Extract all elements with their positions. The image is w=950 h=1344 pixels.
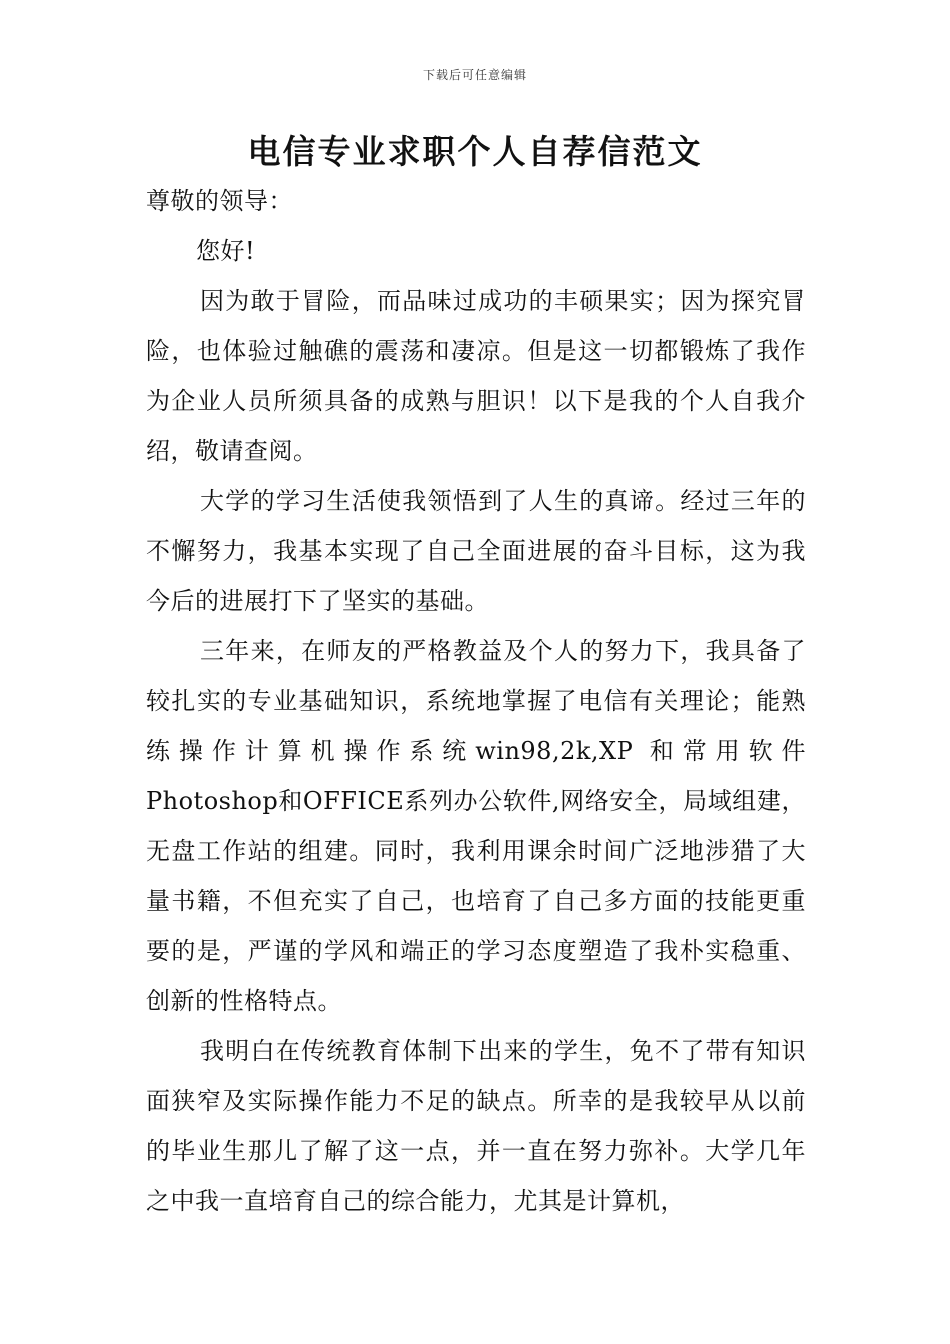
paragraph-skills: 三年来，在师友的严格教益及个人的努力下，我具备了较扎实的专业基础知识，系统地掌握了电信有关理论；能熟练操作计算机操作系统win98,2k,XP 和常用软件Photoshop和OFFICE系列办公软件,网络安全，局域组建，无盘工作站的组建。同时，我利用课余时间广泛地涉猎了大量书籍，不但充实了自己，也培育了自己多方面的技能更重要的是，严谨的学风和端正的学习态度塑造了我朴实稳重、创新的性格特点。 xyxy=(146,637,806,1015)
paragraph-intro: 因为敢于冒险，而品味过成功的丰硕果实；因为探究冒险，也体验过触礁的震荡和凄凉。但是这一切都锻炼了我作为企业人员所须具备的成熟与胆识！以下是我的个人自我介绍，敬请查阅。 xyxy=(146,287,806,465)
paragraph-improvement: 我明白在传统教育体制下出来的学生，免不了带有知识面狭窄及实际操作能力不足的缺点。所幸的是我较早从以前的毕业生那儿了解了这一点，并一直在努力弥补。大学几年之中我一直培育自己的综合能力，尤其是计算机， xyxy=(146,1037,806,1215)
header-note: 下载后可任意编辑 xyxy=(422,68,527,82)
salutation: 尊敬的领导： xyxy=(146,187,293,215)
document-title: 电信专业求职个人自荐信范文 xyxy=(247,132,703,171)
greeting: 您好! xyxy=(196,237,256,265)
paragraph-university: 大学的学习生活使我领悟到了人生的真谛。经过三年的不懈努力，我基本实现了自己全面进展的奋斗目标，这为我今后的进展打下了坚实的基础。 xyxy=(146,487,806,615)
letter-body xyxy=(146,176,806,1226)
